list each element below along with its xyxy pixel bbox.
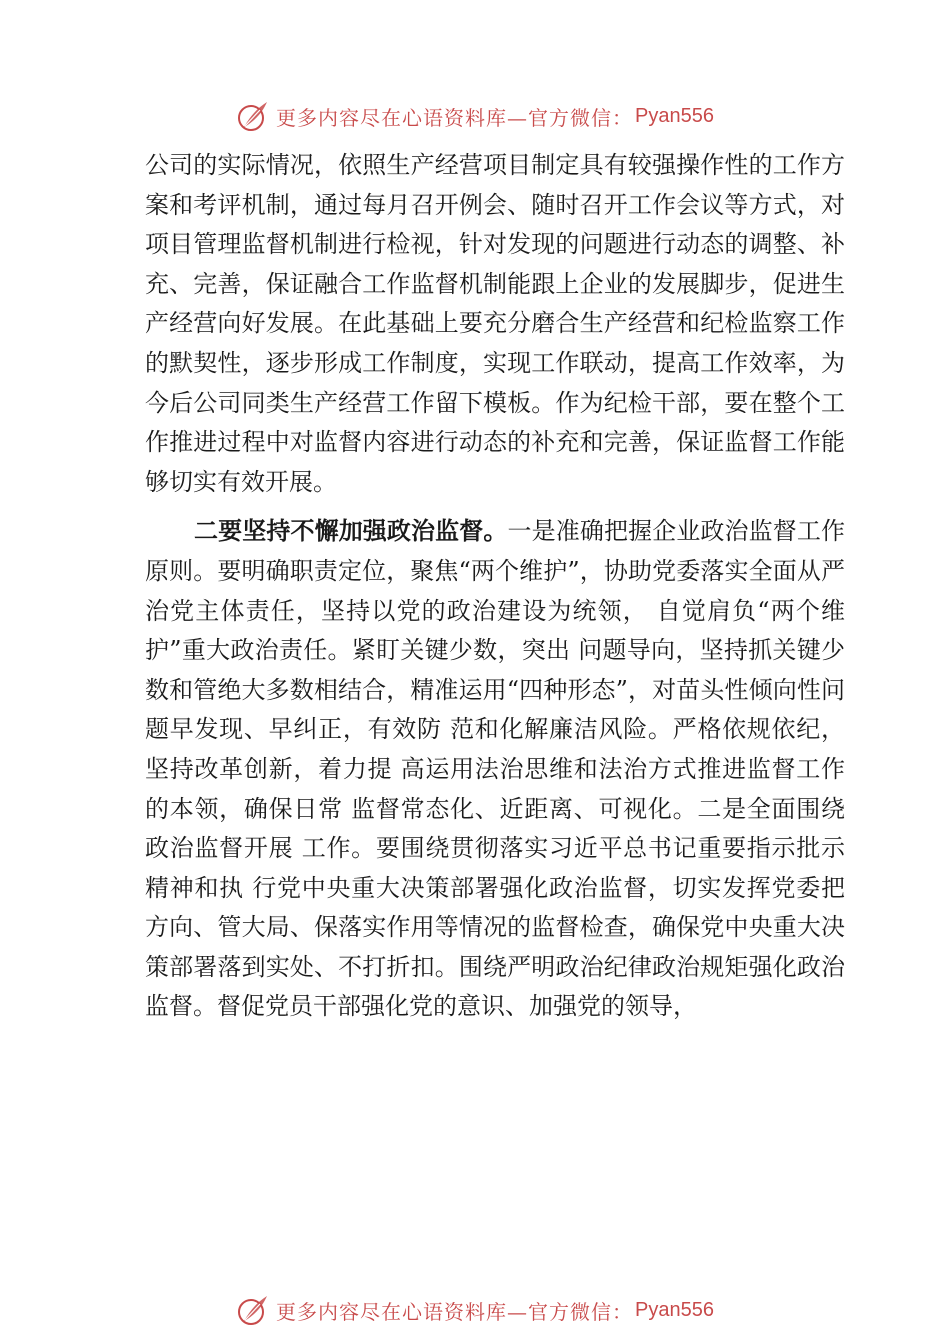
watermark-wechat-id: Pyan556 <box>635 104 714 127</box>
watermark-wechat-id: Pyan556 <box>635 1298 714 1321</box>
feather-pen-logo-icon <box>236 99 270 133</box>
feather-pen-logo-icon <box>236 1293 270 1327</box>
document-body <box>145 146 845 1027</box>
paragraph-1: 公司的实际情况，依照生产经营项目制定具有较强操作性的工作方案和考评机制，通过每月召开例会、随时召开工作会议等方式，对项目管理监督机制进行检视，针对发现的问题进行动态的调整、补充、完善，保证融合工作监督机制能跟上企业的发展脚步，促进生产经营向好发展。在此基础上要充分磨合生产经营和纪检监察工作的默契性，逐步形成工作制度，实现工作联动，提高工作效率，为今后公司同类生产经营工作留下模板。作为纪检干部，要在整个工作推进过程中对监督内容进行动态的补充和完善，保证监督工作能够切实有效开展。 <box>145 151 845 496</box>
footer-watermark <box>0 1290 950 1330</box>
paragraph-2-text: 一是准确把握企业政治监督工作原则。要明确职责定位，聚焦“两个维护”，协助党委落实全面从严治党主体责任，坚持以党的政治建设为统领， 自觉肩负“两个维护”重大政治责任。紧盯关键少数，突出 问题导向，坚持抓关键少数和管绝大多数相结合，精准运用“四种形态”，对苗头性倾向性问题早发现、早纠正，有效防 范和化解廉洁风险。严格依规依纪，坚持改革创新，着力提 高运用法治思维和法治方式推进监督工作的本领，确保日常 监督常态化、近距离、可视化。二是全面围绕政治监督开展 工作。要围绕贯彻落实习近平总书记重要指示批示精神和执 行党中央重大决策部署强化政治监督，切实发挥党委把方向、管大局、保落实作用等情况的监督检查，确保党中央重大决 策部署落到实处、不打折扣。围绕严明政治纪律政治规矩强化政治监督。督促党员干部强化党的意识、加强党的领导， <box>145 517 845 1021</box>
paragraph-2 <box>145 512 845 1027</box>
header-watermark <box>0 96 950 136</box>
watermark-text: 更多内容尽在心语资料库—官方微信： <box>276 1299 634 1324</box>
watermark-text: 更多内容尽在心语资料库—官方微信： <box>276 105 634 130</box>
paragraph-2-heading: 二要坚持不懈加强政治监督。 <box>194 517 508 546</box>
